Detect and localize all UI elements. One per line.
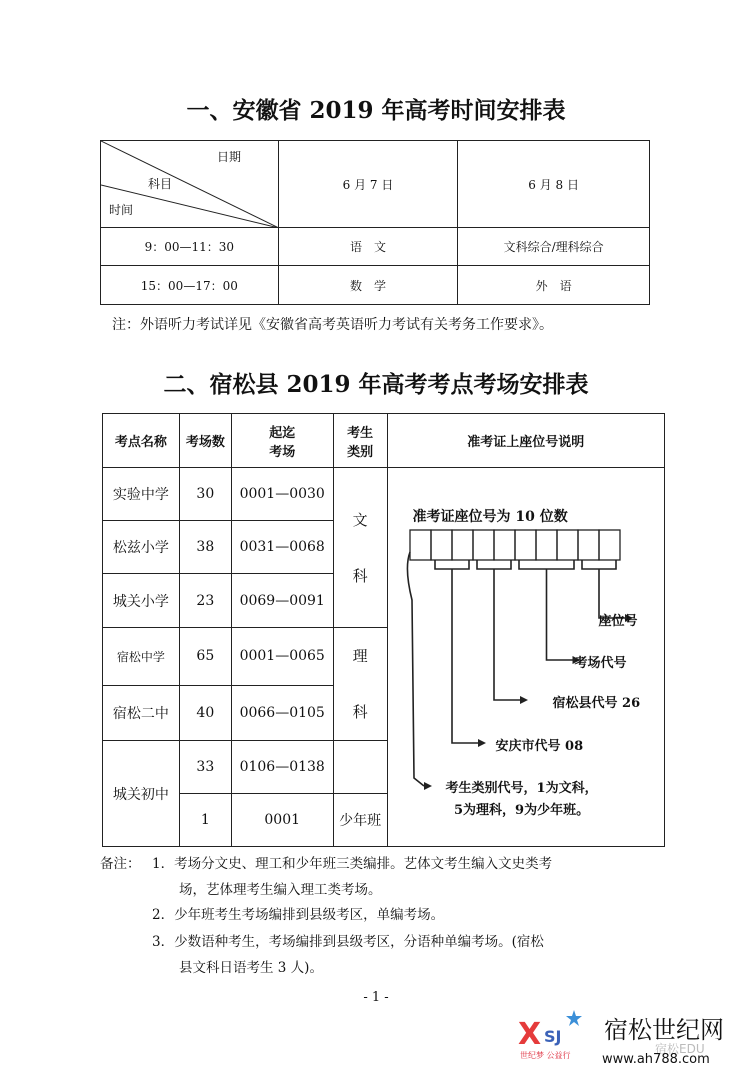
connector-line <box>519 560 574 660</box>
subject-cell: 语 文 <box>278 228 458 266</box>
connector-line <box>435 560 478 743</box>
digit-box <box>452 530 473 560</box>
site-cell: 松兹小学 <box>103 521 180 574</box>
site-cell: 城关初中 <box>103 741 180 847</box>
range-cell: 0001—0065 <box>231 628 333 686</box>
title-table1: 一、安徽省 2019 年高考时间安排表 <box>186 97 566 124</box>
subject-cell: 数 学 <box>278 266 458 305</box>
digit-box <box>578 530 599 560</box>
diagram-heading: 准考证座位号为 10 位数 <box>412 509 568 525</box>
svg-text:SJ: SJ <box>544 1027 562 1046</box>
date-header-1: 6 月 7 日 <box>278 141 458 228</box>
corner-subject: 科目 <box>148 177 173 191</box>
site-cell: 宿松二中 <box>103 685 180 740</box>
count-cell: 40 <box>179 685 231 740</box>
arrow-head <box>520 696 528 704</box>
label-county: 宿松县代号 26 <box>552 696 641 711</box>
type-li-cont <box>333 741 387 794</box>
watermark-url: www.ah788.com <box>602 1052 710 1067</box>
type-wen: 文 科 <box>333 468 387 628</box>
remark-1a: 1．考场分文史、理工和少年班三类编排。艺体文考生编入文史类考 <box>152 856 553 872</box>
arrow-head <box>478 739 486 747</box>
site-cell: 实验中学 <box>103 468 180 521</box>
connector-line <box>477 560 520 700</box>
header-count: 考场数 <box>179 414 231 468</box>
range-cell: 0001—0030 <box>231 468 333 521</box>
note-listening: 注：外语听力考试详见《安徽省高考英语听力考试有关考务工作要求》。 <box>112 317 553 333</box>
exam-site-table <box>102 413 665 847</box>
site-cell: 城关小学 <box>103 574 180 628</box>
digit-box <box>410 530 431 560</box>
digit-box <box>557 530 578 560</box>
digit-box <box>431 530 452 560</box>
label-category: 考生类别代号，1为文科， 5为理科，9为少年班。 <box>445 781 598 818</box>
watermark-wechat: 宿松EDU <box>655 1042 705 1056</box>
seat-number-diagram-cell <box>387 468 664 847</box>
range-cell: 0001 <box>231 794 333 847</box>
range-cell: 0031—0068 <box>231 521 333 574</box>
remark-3a: 3．少数语种考生，考场编排到县级考区，分语种单编考场。(宿松 <box>152 934 544 950</box>
arrow-head <box>424 782 432 790</box>
count-cell: 33 <box>179 741 231 794</box>
watermark-brand: 宿松世纪网 <box>604 1016 724 1044</box>
header-type: 考生 类别 <box>333 414 387 468</box>
connector-line <box>407 552 424 786</box>
range-cell: 0066—0105 <box>231 685 333 740</box>
header-site: 考点名称 <box>103 414 180 468</box>
type-li: 理 科 <box>333 628 387 741</box>
count-cell: 30 <box>179 468 231 521</box>
count-cell: 1 <box>179 794 231 847</box>
remark-1b: 场，艺体理考生编入理工类考场。 <box>179 882 382 898</box>
subject-cell: 外 语 <box>458 266 650 305</box>
header-range: 起迄 考场 <box>231 414 333 468</box>
site-cell: 宿松中学 <box>103 628 180 686</box>
label-city: 安庆市代号 08 <box>495 739 584 754</box>
watermark-logo: X SJ 世纪梦 公益行 <box>512 1008 592 1064</box>
digit-box <box>536 530 557 560</box>
digit-box <box>494 530 515 560</box>
label-room: 考场代号 <box>574 656 627 671</box>
digit-box <box>599 530 620 560</box>
range-cell: 0069—0091 <box>231 574 333 628</box>
remark-2: 2．少年班考生考场编排到县级考区，单编考场。 <box>152 907 445 923</box>
label-seat: 座位号 <box>598 614 638 629</box>
remarks-label: 备注： <box>100 856 141 872</box>
date-header-2: 6 月 8 日 <box>458 141 650 228</box>
header-explain: 准考证上座位号说明 <box>387 414 664 468</box>
corner-date: 日期 <box>217 150 242 164</box>
count-cell: 38 <box>179 521 231 574</box>
time-cell: 15：00—17：00 <box>101 266 279 305</box>
page-number: - 1 - <box>363 990 389 1005</box>
svg-text:X: X <box>518 1017 542 1052</box>
count-cell: 65 <box>179 628 231 686</box>
subject-cell: 文科综合/理科综合 <box>458 228 650 266</box>
exam-schedule-table <box>100 140 650 305</box>
time-cell: 9：00—11：30 <box>101 228 279 266</box>
corner-time: 时间 <box>109 203 134 217</box>
title-table2: 二、宿松县 2019 年高考考点考场安排表 <box>163 371 589 398</box>
remark-3b: 县文科日语考生 3 人)。 <box>179 960 323 976</box>
type-shao: 少年班 <box>333 794 387 847</box>
corner-header <box>101 141 279 228</box>
range-cell: 0106—0138 <box>231 741 333 794</box>
count-cell: 23 <box>179 574 231 628</box>
digit-box <box>473 530 494 560</box>
digit-box <box>515 530 536 560</box>
